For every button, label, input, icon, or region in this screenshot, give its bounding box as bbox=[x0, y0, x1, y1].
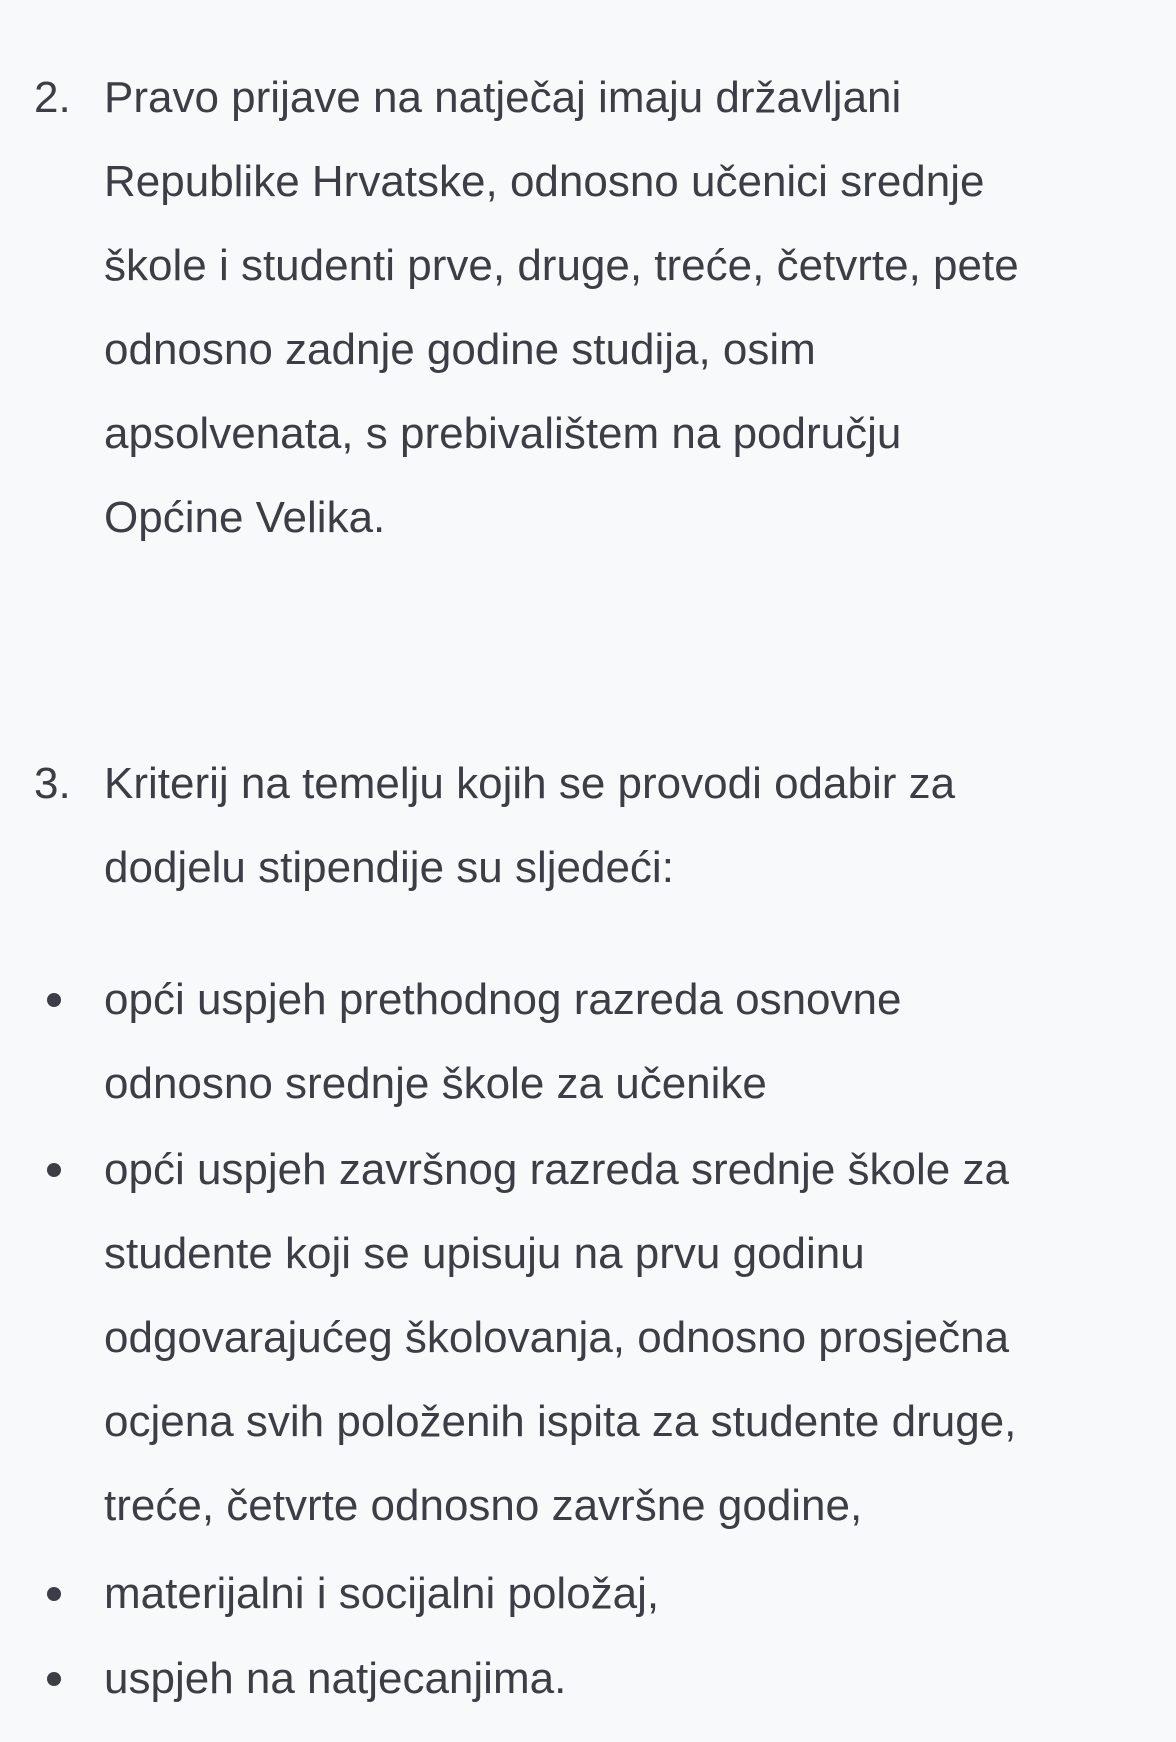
bullet-text bbox=[104, 958, 1168, 1126]
item-number: 3. bbox=[34, 759, 71, 808]
bullet-dot-icon bbox=[47, 1672, 61, 1686]
text-line: odnosno srednje škole za učenike bbox=[104, 1059, 767, 1108]
text-line: materijalni i socijalni položaj, bbox=[104, 1569, 660, 1618]
bullet-dot-icon bbox=[47, 993, 61, 1007]
text-line: Općine Velika. bbox=[104, 493, 386, 542]
text-line: odgovarajućeg školovanja, odnosno prosječna bbox=[104, 1313, 1010, 1362]
item-text bbox=[104, 742, 1168, 910]
text-line: apsolvenata, s prebivalištem na području bbox=[104, 409, 902, 458]
text-line: treće, četvrte odnosno završne godine, bbox=[104, 1481, 863, 1530]
text-line: škole i studenti prve, druge, treće, četvrte, pete bbox=[104, 241, 1019, 290]
text-line: opći uspjeh prethodnog razreda osnovne bbox=[104, 975, 902, 1024]
text-line: dodjelu stipendije su sljedeći: bbox=[104, 843, 674, 892]
item-text bbox=[104, 56, 1168, 560]
text-line: odnosno zadnje godine studija, osim bbox=[104, 325, 816, 374]
text-line: ocjena svih položenih ispita za studente druge, bbox=[104, 1397, 1017, 1446]
bullet-text bbox=[104, 1552, 1168, 1636]
text-line: Republike Hrvatske, odnosno učenici srednje bbox=[104, 157, 985, 206]
text-line: studente koji se upisuju na prvu godinu bbox=[104, 1229, 865, 1278]
bullet-dot-icon bbox=[47, 1163, 61, 1177]
text-line: Pravo prijave na natječaj imaju državljani bbox=[104, 73, 902, 122]
bullet-text bbox=[104, 1128, 1168, 1548]
text-line: uspjeh na natjecanjima. bbox=[104, 1654, 567, 1703]
text-line: Kriterij na temelju kojih se provodi odabir za bbox=[104, 759, 956, 808]
text-line: opći uspjeh završnog razreda srednje škole za bbox=[104, 1145, 1009, 1194]
bullet-text bbox=[104, 1637, 1168, 1721]
item-number: 2. bbox=[34, 73, 71, 122]
bullet-dot-icon bbox=[47, 1587, 61, 1601]
